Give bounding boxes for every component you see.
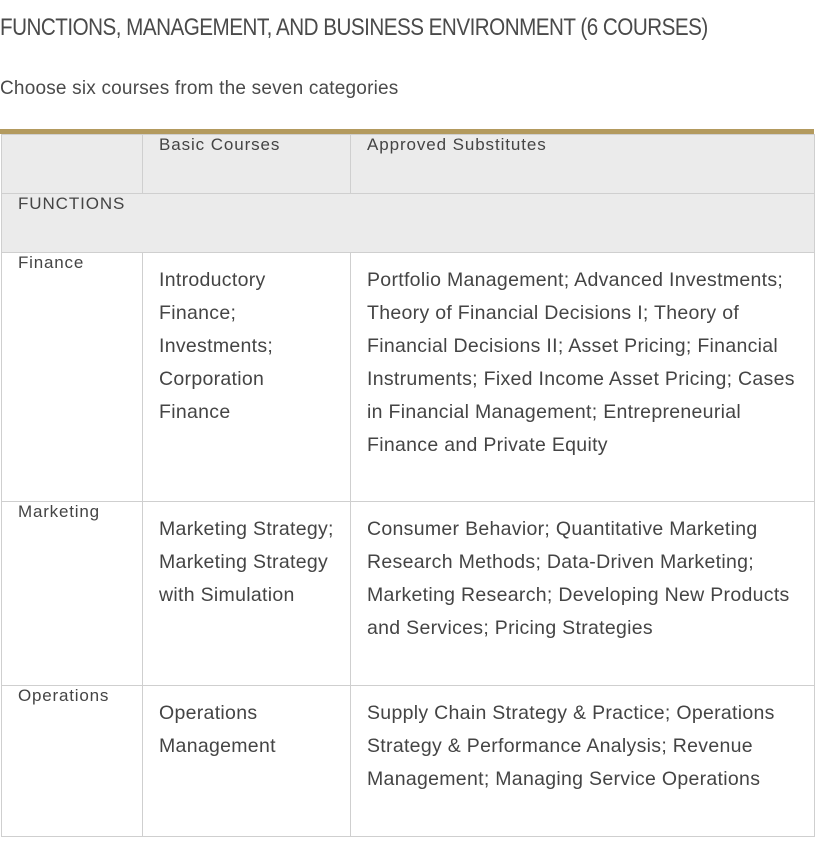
basic-courses-cell: Introductory Finance; Investments; Corporation Finance [143, 253, 351, 502]
header-basic-courses: Basic Courses [143, 135, 351, 194]
table-row [2, 502, 815, 686]
substitutes-cell: Consumer Behavior; Quantitative Marketing Research Methods; Data-Driven Marketing; Marketing Research; Developing New Products and Services; Pricing Strategies [351, 502, 815, 686]
table-header-row [2, 135, 815, 194]
page-title: FUNCTIONS, MANAGEMENT, AND BUSINESS ENVIRONMENT (6 COURSES) [0, 14, 708, 41]
page-subtitle: Choose six courses from the seven categories [0, 78, 399, 99]
substitutes-cell: Portfolio Management; Advanced Investments; Theory of Financial Decisions I; Theory of Financial Decisions II; Asset Pricing; Financial Instruments; Fixed Income Asset Pricing; Cases in Financial Management; Entrepreneurial Finance and Private Equity [351, 253, 815, 502]
basic-courses-cell: Marketing Strategy; Marketing Strategy with Simulation [143, 502, 351, 686]
basic-courses-cell: Operations Management [143, 686, 351, 837]
substitutes-cell: Supply Chain Strategy & Practice; Operations Strategy & Performance Analysis; Revenue Management; Managing Service Operations [351, 686, 815, 837]
section-row [2, 194, 815, 253]
category-operations: Operations [2, 686, 143, 837]
header-approved-substitutes: Approved Substitutes [351, 135, 815, 194]
table-row [2, 253, 815, 502]
category-marketing: Marketing [2, 502, 143, 686]
category-finance: Finance [2, 253, 143, 502]
section-label: FUNCTIONS [2, 194, 815, 253]
table-row [2, 686, 815, 837]
header-cell-empty [2, 135, 143, 194]
course-table [1, 134, 815, 837]
